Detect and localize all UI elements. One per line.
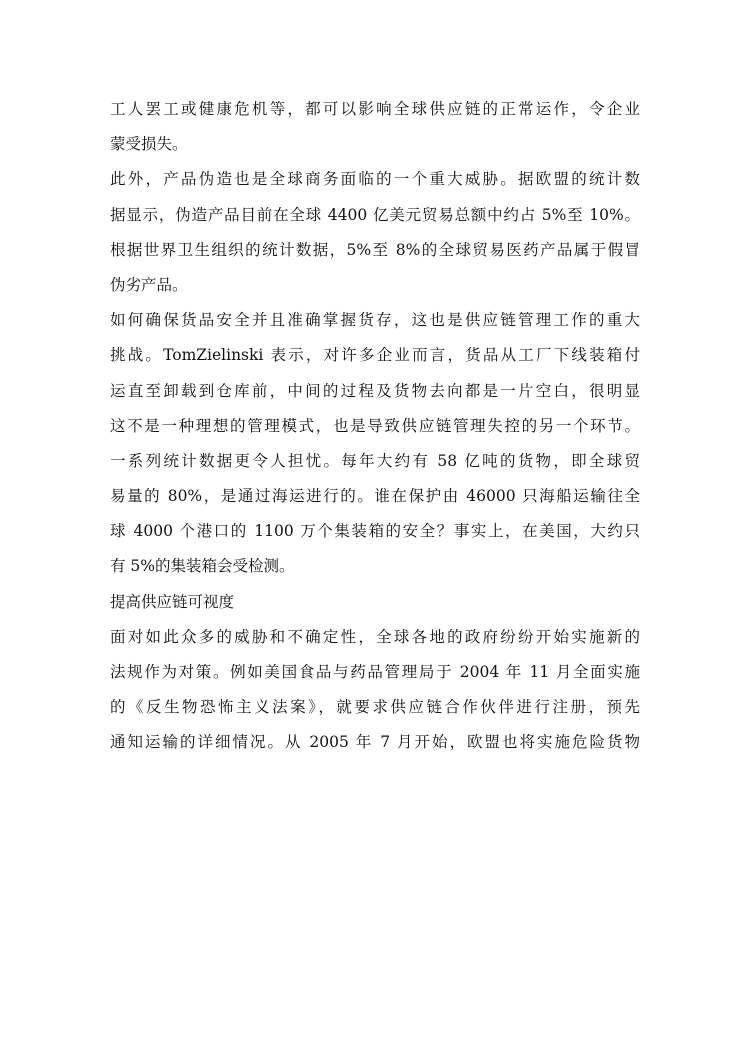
- text-line: 伪劣产品。: [110, 275, 188, 294]
- text-line: 工人罢工或健康危机等，都可以影响全球供应链的正常运作，令企业: [110, 100, 640, 118]
- text-line: 面对如此众多的威胁和不确定性，全球各地的政府纷纷开始实施新的: [110, 627, 640, 646]
- text-line: 一系列统计数据更令人担忧。每年大约有 58 亿吨的货物，即全球贸: [110, 451, 640, 470]
- text-line: 挑战。TomZielinski 表示，对许多企业而言，货品从工厂下线装箱付: [110, 346, 640, 365]
- text-line: 根据世界卫生组织的统计数据，5%至 8%的全球贸易医药产品属于假冒: [110, 240, 640, 259]
- text-line: 据显示，伪造产品目前在全球 4400 亿美元贸易总额中约占 5%至 10%。: [110, 205, 640, 224]
- body-text: [110, 92, 640, 761]
- text-line: 提高供应链可视度: [110, 592, 235, 611]
- text-line: 球 4000 个港口的 1100 万个集装箱的安全？事实上，在美国，大约只: [110, 522, 640, 541]
- text-line: 易量的 80%，是通过海运进行的。谁在保护由 46000 只海船运输往全: [110, 487, 640, 506]
- text-line: 法规作为对策。例如美国食品与药品管理局于 2004 年 11 月全面实施: [110, 663, 640, 681]
- text-line: 这不是一种理想的管理模式，也是导致供应链管理失控的另一个环节。: [110, 416, 640, 435]
- text-line: 此外，产品伪造也是全球商务面临的一个重大威胁。据欧盟的统计数: [110, 170, 640, 189]
- text-line: 运直至卸载到仓库前，中间的过程及货物去向都是一片空白，很明显: [110, 381, 640, 400]
- text-line: 有 5%的集装箱会受检测。: [110, 557, 295, 576]
- text-line: 如何确保货品安全并且准确掌握货存，这也是供应链管理工作的重大: [110, 311, 640, 330]
- text-line: 的《反生物恐怖主义法案》，就要求供应链合作伙伴进行注册，预先: [110, 698, 640, 717]
- text-line: 通知运输的详细情况。从 2005 年 7 月开始，欧盟也将实施危险货物: [110, 733, 640, 752]
- text-line: 蒙受损失。: [110, 135, 188, 154]
